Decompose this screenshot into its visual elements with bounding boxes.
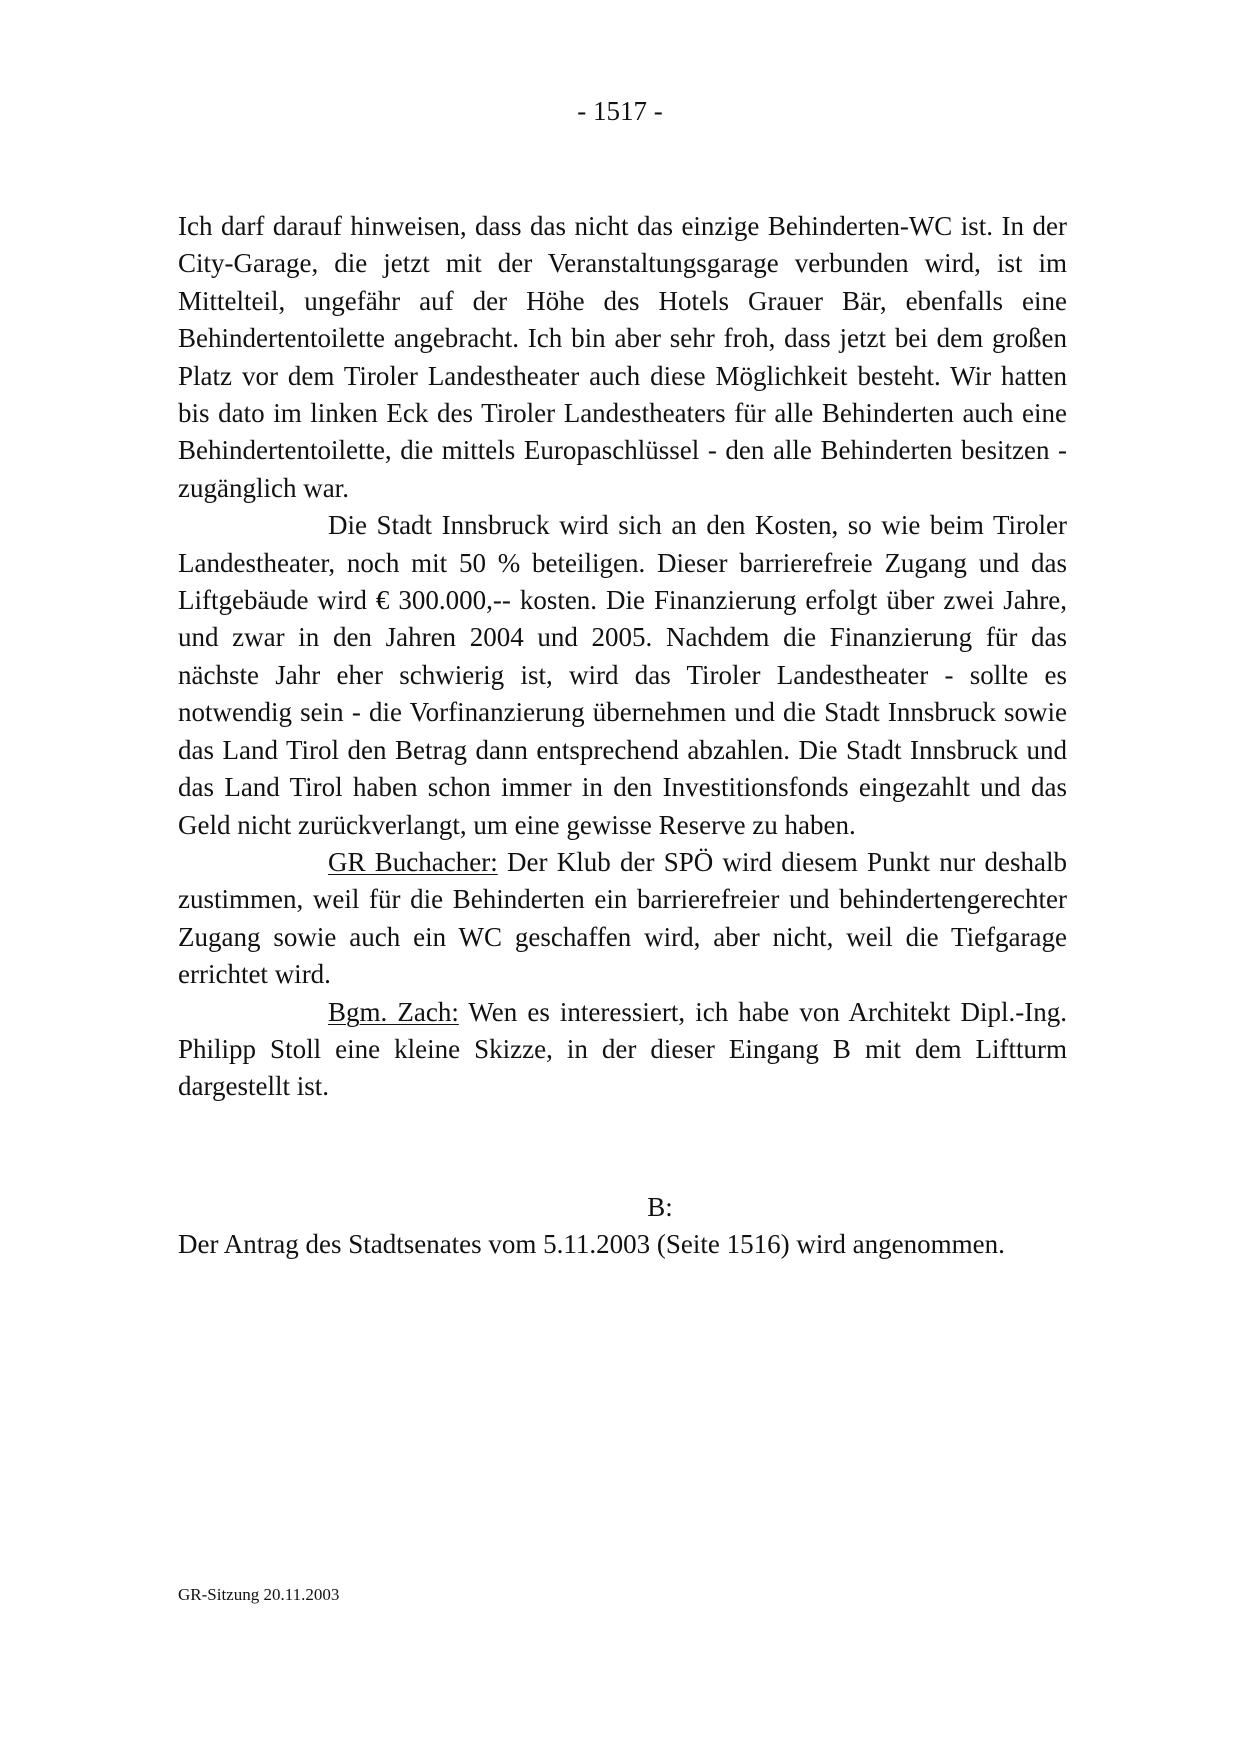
speech-text: Wen es interessiert, ich habe von Architekt Dipl.-Ing. Philipp Stoll eine kleine Skizze, in der dieser Eingang B mit dem Liftturm dargestellt ist. xyxy=(178,996,1067,1102)
footer-session-date: GR-Sitzung 20.11.2003 xyxy=(178,1585,340,1604)
speaker-label: Bgm. Zach: xyxy=(328,996,459,1027)
speech-text: Der Klub der SPÖ wird diesem Punkt nur deshalb zustimmen, weil für die Behinderten ein barrierefreier und behindertengerechter Zugang sowie auch ein WC geschaffen wird, aber nicht, weil die Tiefgarage errichtet wird. xyxy=(178,846,1068,990)
paragraph-kosten: Die Stadt Innsbruck wird sich an den Kosten, so wie beim Tiroler Landestheater, noch mit 50 % beteiligen. Dieser barrierefreie Zugang und das Liftgebäude wird € 300.000,-- kosten. Die Finanzierung erfolgt über zwei Jahre, und zwar in den Jahren 2004 und 2005. Nachdem die Finanzierung für das nächste Jahr eher schwierig ist, wird das Tiroler Landestheater - sollte es notwendig sein - die Vorfinanzierung übernehmen und die Stadt Innsbruck sowie das Land Tirol den Betrag dann entsprechend abzahlen. Die Stadt Innsbruck und das Land Tirol haben schon immer in den Investitionsfonds eingezahlt und das Geld nicht zurückverlangt, um eine gewisse Reserve zu haben. xyxy=(178,510,1067,840)
resolution-text: Der Antrag des Stadtsenates vom 5.11.2003 (Seite 1516) wird angenommen. xyxy=(178,1229,1005,1259)
page-number: - 1517 - xyxy=(577,96,663,126)
document-body xyxy=(178,208,1067,1106)
paragraph-buchacher xyxy=(178,844,1067,994)
speaker-label: GR Buchacher: xyxy=(328,846,498,877)
paragraph-zach xyxy=(178,994,1067,1106)
paragraph-behinderten-wc: Ich darf darauf hinweisen, dass das nicht das einzige Behinderten-WC ist. In der City-Garage, die jetzt mit der Veranstaltungsgarage verbunden wird, ist im Mittelteil, ungefähr auf der Höhe des Hotels Grauer Bär, ebenfalls eine Behindertentoilette angebracht. Ich bin aber sehr froh, dass jetzt bei dem großen Platz vor dem Tiroler Landestheater auch diese Möglichkeit besteht. Wir hatten bis dato im linken Eck des Tiroler Landestheaters für alle Behinderten auch eine Behindertentoilette, die mittels Europaschlüssel - den alle Behinderten besitzen - zugänglich war. xyxy=(178,211,1067,503)
section-label: B: xyxy=(647,1192,673,1222)
